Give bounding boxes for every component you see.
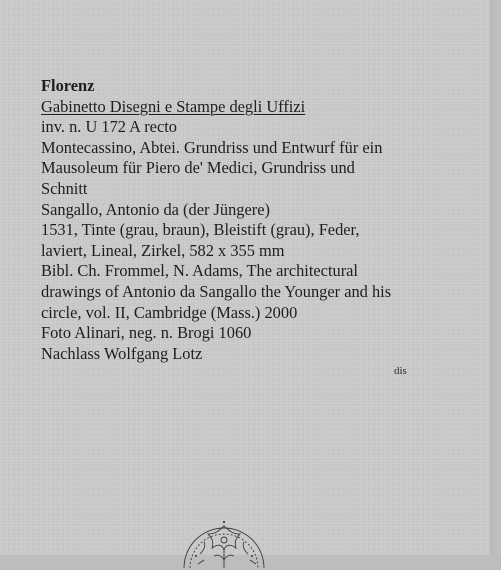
record-text: [41, 76, 461, 364]
photo-credit: Foto Alinari, neg. n. Brogi 1060: [41, 323, 252, 343]
collection-name: Gabinetto Disegni e Stampe degli Uffizi: [41, 96, 306, 116]
dis-mark: dis: [394, 365, 407, 377]
technique-details: 1531, Tinte (grau, braun), Bleistift (grau), Feder, laviert, Lineal, Zirkel, 582 x 355 mm: [41, 220, 360, 260]
estate-note: Nachlass Wolfgang Lotz: [41, 343, 203, 363]
ornamental-seal-icon: [178, 510, 270, 570]
subject-description: Montecassino, Abtei. Grundriss und Entwurf für ein Mausoleum für Piero de' Medici, Grundriss und Schnitt: [41, 137, 383, 198]
city-heading: Florenz: [41, 76, 95, 95]
inventory-number: inv. n. U 172 A recto: [41, 117, 177, 137]
artist-name: Sangallo, Antonio da (der Jüngere): [41, 199, 270, 219]
page-edge: [490, 0, 501, 555]
bibliography: Bibl. Ch. Frommel, N. Adams, The architectural drawings of Antonio da Sangallo the Younger and his circle, vol. II, Cambridge (Mass.) 2000: [41, 261, 392, 322]
